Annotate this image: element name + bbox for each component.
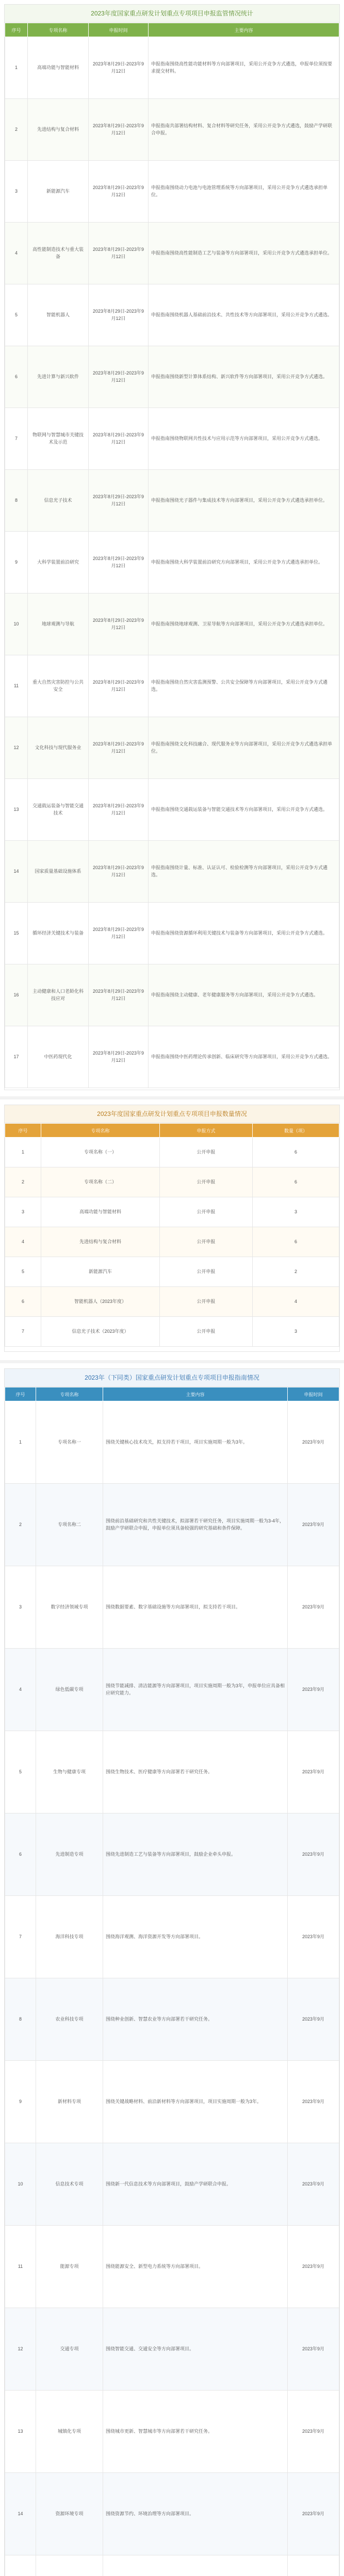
table-cell: 5 (5, 284, 28, 346)
table-cell: 数字经济领域专项 (36, 1566, 103, 1649)
table-cell: 2023年8月29日-2023年9月12日 (89, 284, 149, 346)
table-cell: 物联网与智慧城市关键技术及示范 (28, 408, 89, 470)
table-cell: 2023年8月29日-2023年9月12日 (89, 470, 149, 532)
table-row (5, 223, 339, 284)
table-cell: 先进结构与复合材料 (28, 99, 89, 161)
table-cell: 申报指南围绕资源循环利用关键技术与装备等方向部署项目，采用公开竞争方式遴选。 (149, 903, 339, 964)
table-cell (103, 2555, 288, 2576)
table-row (5, 1257, 339, 1287)
table-cell: 海洋科技专项 (36, 1896, 103, 1978)
table-header-row (5, 1124, 339, 1138)
table-cell: 2023年9月 (288, 2226, 339, 2308)
table-cell: 2023年8月29日-2023年9月12日 (89, 532, 149, 594)
table-cell: 公开申报 (160, 1227, 253, 1257)
table-cell: 4 (5, 223, 28, 284)
table-cell: 围绕数据要素、数字基础设施等方向部署项目，拟支持若干项目。 (103, 1566, 288, 1649)
table-cell: 2023年8月29日-2023年9月12日 (89, 37, 149, 99)
table-row (5, 408, 339, 470)
table-cell: 13 (5, 779, 28, 841)
table-row (5, 1227, 339, 1257)
table-cell: 6 (5, 346, 28, 408)
table-cell: 2023年8月29日-2023年9月12日 (89, 1026, 149, 1088)
table-row (5, 1167, 339, 1197)
table-cell: 6 (253, 1167, 339, 1197)
table-row (5, 1197, 339, 1227)
table-cell: 9 (5, 532, 28, 594)
table-cell: 绿色低碳专项 (36, 1649, 103, 1731)
table-cell: 交通载运装备与智能交通技术 (28, 779, 89, 841)
table-cell: 高端功能与智能材料 (28, 37, 89, 99)
table-cell: 5 (5, 1731, 36, 1814)
table-cell: 围绕关键战略材料、前沿新材料等方向部署项目，项目实施周期一般为3年。 (103, 2061, 288, 2143)
table-cell: 10 (5, 594, 28, 655)
table-cell: 申报指南围绕机器人基础前沿技术、共性技术等方向部署项目，采用公开竞争方式遴选。 (149, 284, 339, 346)
table-cell: 文化科技与现代服务业 (28, 717, 89, 779)
table-cell: 交通专项 (36, 2308, 103, 2391)
table-cell: 围绕能源安全、新型电力系统等方向部署项目。 (103, 2226, 288, 2308)
section-3-table (5, 1387, 339, 2576)
table-cell: 2 (5, 1167, 41, 1197)
table-row (5, 903, 339, 964)
table-cell (36, 2555, 103, 2576)
table-cell: 4 (5, 1227, 41, 1257)
table-cell: 14 (5, 2473, 36, 2555)
header-cell: 主要内容 (149, 23, 339, 37)
table-cell: 2023年9月 (288, 2061, 339, 2143)
table-cell: 2023年8月29日-2023年9月12日 (89, 223, 149, 284)
table-row (5, 655, 339, 717)
table-cell: 2023年8月29日-2023年9月12日 (89, 964, 149, 1026)
table-row (5, 779, 339, 841)
divider (0, 1360, 344, 1363)
table-cell: 2023年8月29日-2023年9月12日 (89, 594, 149, 655)
table-cell: 大科学装置前沿研究 (28, 532, 89, 594)
table-row (5, 1731, 339, 1814)
table-row (5, 1566, 339, 1649)
table-cell: 地球观测与导航 (28, 594, 89, 655)
table-row (5, 2061, 339, 2143)
table-cell: 10 (5, 2143, 36, 2226)
table-cell: 2023年8月29日-2023年9月12日 (89, 841, 149, 903)
header-cell: 申报方式 (160, 1124, 253, 1138)
table-cell: 1 (5, 1138, 41, 1167)
table-cell: 围绕城市更新、智慧城市等方向部署若干研究任务。 (103, 2391, 288, 2473)
table-cell: 2023年9月 (288, 1484, 339, 1566)
table-cell: 2 (5, 99, 28, 161)
section-2 (4, 1105, 340, 1352)
table-cell: 2023年8月29日-2023年9月12日 (89, 903, 149, 964)
table-cell: 公开申报 (160, 1197, 253, 1227)
table-row (5, 161, 339, 223)
table-cell: 13 (5, 2391, 36, 2473)
table-cell: 先进计算与新兴软件 (28, 346, 89, 408)
table-cell: 3 (253, 1317, 339, 1347)
table-cell: 14 (5, 841, 28, 903)
table-cell: 能源专项 (36, 2226, 103, 2308)
table-row (5, 1814, 339, 1896)
table-row (5, 1649, 339, 1731)
table-cell: 围绕资源节约、环境治理等方向部署项目。 (103, 2473, 288, 2555)
table-row (5, 2555, 339, 2576)
table-cell: 2023年9月 (288, 1401, 339, 1484)
table-cell: 2023年8月29日-2023年9月12日 (89, 717, 149, 779)
table-cell: 2 (5, 1484, 36, 1566)
table-cell: 7 (5, 408, 28, 470)
table-cell: 专项名称一 (36, 1401, 103, 1484)
table-row (5, 1896, 339, 1978)
table-row (5, 1401, 339, 1484)
table-cell: 16 (5, 964, 28, 1026)
table-row (5, 2226, 339, 2308)
table-cell: 11 (5, 655, 28, 717)
table-cell: 申报指南围绕高性能制造工艺与装备等方向部署项目，采用公开竞争方式遴选承担单位。 (149, 223, 339, 284)
table-cell: 先进制造专项 (36, 1814, 103, 1896)
header-cell: 序号 (5, 1387, 36, 1401)
table-cell: 6 (5, 1814, 36, 1896)
header-cell: 序号 (5, 23, 28, 37)
table-cell: 高端功能与智能材料 (41, 1197, 160, 1227)
table-cell: 5 (5, 1257, 41, 1287)
section-1 (4, 4, 340, 1090)
table-row (5, 2391, 339, 2473)
table-cell: 新材料专项 (36, 2061, 103, 2143)
table-cell: 新能源汽车 (41, 1257, 160, 1287)
table-cell: 6 (253, 1138, 339, 1167)
table-cell: 12 (5, 717, 28, 779)
table-cell: 围绕前沿基础研究和共性关键技术，拟部署若干研究任务，项目实施周期一般为3-4年，鼓励产学研联合申报，申报单位须具备较强的研究基础和条件保障。 (103, 1484, 288, 1566)
table-cell: 专项名称（二） (41, 1167, 160, 1197)
table-row (5, 1317, 339, 1347)
table-cell: 7 (5, 1896, 36, 1978)
table-cell: 围绕海洋观测、海洋资源开发等方向部署项目。 (103, 1896, 288, 1978)
table-cell: 申报指南围绕自然灾害监测预警、公共安全保障等方向部署项目，采用公开竞争方式遴选。 (149, 655, 339, 717)
table-cell: 公开申报 (160, 1167, 253, 1197)
table-cell: 重大自然灾害防控与公共安全 (28, 655, 89, 717)
table-cell: 循环经济关键技术与装备 (28, 903, 89, 964)
header-cell: 专项名称 (36, 1387, 103, 1401)
table-cell: 信息光子技术（2023年度） (41, 1317, 160, 1347)
table-cell: 2023年9月 (288, 1978, 339, 2061)
table-cell: 申报指南围绕主动健康、老年健康服务等方向部署项目，采用公开竞争方式遴选。 (149, 964, 339, 1026)
table-row (5, 532, 339, 594)
table-cell: 城镇化专项 (36, 2391, 103, 2473)
table-cell: 2023年9月 (288, 1566, 339, 1649)
table-cell: 7 (5, 1317, 41, 1347)
table-cell: 2023年8月29日-2023年9月12日 (89, 408, 149, 470)
table-cell: 2023年9月 (288, 1814, 339, 1896)
table-cell: 2023年8月29日-2023年9月12日 (89, 161, 149, 223)
table-row (5, 1287, 339, 1317)
table-cell: 6 (5, 1287, 41, 1317)
table-cell: 申报指南围绕中医药理论传承创新、临床研究等方向部署项目，采用公开竞争方式遴选。 (149, 1026, 339, 1088)
table-cell: 1 (5, 1401, 36, 1484)
table-row (5, 37, 339, 99)
table-cell: 3 (5, 1197, 41, 1227)
table-cell: 信息技术专项 (36, 2143, 103, 2226)
table-cell: 中医药现代化 (28, 1026, 89, 1088)
header-cell: 专项名称 (28, 23, 89, 37)
table-cell: 智能机器人（2023年度） (41, 1287, 160, 1317)
table-cell: 申报指南围绕动力电池与电池管理系统等方向部署项目，采用公开竞争方式遴选承担单位。 (149, 161, 339, 223)
table-row (5, 99, 339, 161)
table-cell: 申报指南围绕新型计算体系结构、新兴软件等方向部署项目，采用公开竞争方式遴选。 (149, 346, 339, 408)
table-cell (5, 2555, 36, 2576)
table-cell: 申报指南围绕物联网共性技术与应用示范等方向部署项目，采用公开竞争方式遴选。 (149, 408, 339, 470)
table-cell: 申报指南围绕高性能功能材料等方向部署项目，采用公开竞争方式遴选，申报单位须按要求提交材料。 (149, 37, 339, 99)
table-row (5, 470, 339, 532)
divider (0, 1096, 344, 1099)
table-row (5, 841, 339, 903)
section-2-table (5, 1123, 339, 1347)
table-header-row (5, 23, 339, 37)
table-row (5, 2473, 339, 2555)
table-cell: 8 (5, 470, 28, 532)
table-cell: 公开申报 (160, 1257, 253, 1287)
table-cell: 2023年8月29日-2023年9月12日 (89, 346, 149, 408)
table-cell: 申报指南围绕大科学装置前沿研究方向部署项目，采用公开竞争方式遴选承担单位。 (149, 532, 339, 594)
table-cell: 17 (5, 1026, 28, 1088)
table-cell: 专项名称（一） (41, 1138, 160, 1167)
table-cell: 申报指南围绕文化科技融合、现代服务业等方向部署项目，采用公开竞争方式遴选承担单位。 (149, 717, 339, 779)
table-cell: 申报指南围绕地球观测、卫星导航等方向部署项目，采用公开竞争方式遴选承担单位。 (149, 594, 339, 655)
table-cell: 围绕智能交通、交通安全等方向部署项目。 (103, 2308, 288, 2391)
table-cell: 2023年9月 (288, 2473, 339, 2555)
header-cell: 申报时间 (288, 1387, 339, 1401)
section-3-title: 2023年（下同类）国家重点研发计划重点专项项目申报指南情况 (5, 1369, 339, 1387)
table-cell: 申报指南围绕计量、标准、认证认可、检验检测等方向部署项目，采用公开竞争方式遴选。 (149, 841, 339, 903)
table-cell: 3 (253, 1197, 339, 1227)
table-row (5, 717, 339, 779)
table-cell: 2023年8月29日-2023年9月12日 (89, 779, 149, 841)
table-row (5, 2143, 339, 2226)
table-cell: 2023年9月 (288, 2308, 339, 2391)
table-cell: 11 (5, 2226, 36, 2308)
table-cell: 智能机器人 (28, 284, 89, 346)
header-cell: 申报时间 (89, 23, 149, 37)
table-cell: 围绕新一代信息技术等方向部署项目，鼓励产学研联合申报。 (103, 2143, 288, 2226)
table-cell: 高性能制造技术与重大装备 (28, 223, 89, 284)
section-3 (4, 1368, 340, 2576)
table-cell: 围绕节能减排、清洁能源等方向部署项目，项目实施周期一般为3年，申报单位应具备相应研究能力。 (103, 1649, 288, 1731)
table-cell: 公开申报 (160, 1287, 253, 1317)
table-cell: 2023年9月 (288, 2391, 339, 2473)
table-cell: 2 (253, 1257, 339, 1287)
table-cell: 2023年8月29日-2023年9月12日 (89, 655, 149, 717)
header-cell: 专项名称 (41, 1124, 160, 1138)
table-cell: 6 (253, 1227, 339, 1257)
table-cell: 公开申报 (160, 1317, 253, 1347)
table-cell: 信息光子技术 (28, 470, 89, 532)
section-1-table (5, 23, 339, 1088)
table-cell: 2023年9月 (288, 1731, 339, 1814)
table-cell: 申报指南围绕光子器件与集成技术等方向部署项目，采用公开竞争方式遴选承担单位。 (149, 470, 339, 532)
table-cell: 生物与健康专项 (36, 1731, 103, 1814)
table-cell: 8 (5, 1978, 36, 2061)
table-cell: 先进结构与复合材料 (41, 1227, 160, 1257)
table-cell: 3 (5, 1566, 36, 1649)
table-row (5, 284, 339, 346)
table-cell: 2023年9月 (288, 2143, 339, 2226)
table-cell: 专项名称二 (36, 1484, 103, 1566)
table-cell: 主动健康和人口老龄化科技应对 (28, 964, 89, 1026)
table-cell: 围绕种业创新、智慧农业等方向部署若干研究任务。 (103, 1978, 288, 2061)
table-cell: 12 (5, 2308, 36, 2391)
table-cell: 9 (5, 2061, 36, 2143)
table-cell: 公开申报 (160, 1138, 253, 1167)
table-row (5, 1138, 339, 1167)
section-1-title: 2023年度国家重点研发计划重点专项项目申报监管情况统计 (5, 5, 339, 23)
section-2-title: 2023年度国家重点研发计划重点专项项目申报数量情况 (5, 1105, 339, 1123)
table-cell: 申报指南共部署结构材料、复合材料等研究任务，采用公开竞争方式遴选，鼓励产学研联合申报。 (149, 99, 339, 161)
table-cell: 2023年9月 (288, 1896, 339, 1978)
table-row (5, 1978, 339, 2061)
table-cell: 农业科技专项 (36, 1978, 103, 2061)
table-cell (288, 2555, 339, 2576)
table-cell: 2023年8月29日-2023年9月12日 (89, 99, 149, 161)
table-cell: 3 (5, 161, 28, 223)
table-cell: 资源环境专项 (36, 2473, 103, 2555)
table-cell: 申报指南围绕交通载运装备与智能交通技术等方向部署项目，采用公开竞争方式遴选。 (149, 779, 339, 841)
header-cell: 主要内容 (103, 1387, 288, 1401)
table-row (5, 1484, 339, 1566)
table-cell: 15 (5, 903, 28, 964)
header-cell: 数量（项） (253, 1124, 339, 1138)
table-cell: 2023年9月 (288, 1649, 339, 1731)
table-row (5, 1026, 339, 1088)
header-cell: 序号 (5, 1124, 41, 1138)
table-cell: 1 (5, 37, 28, 99)
table-cell: 围绕先进制造工艺与装备等方向部署项目，鼓励企业牵头申报。 (103, 1814, 288, 1896)
table-cell: 国家质量基础设施体系 (28, 841, 89, 903)
table-cell: 围绕关键核心技术攻关，拟支持若干项目，项目实施周期一般为3年。 (103, 1401, 288, 1484)
table-cell: 4 (253, 1287, 339, 1317)
table-cell: 新能源汽车 (28, 161, 89, 223)
table-row (5, 964, 339, 1026)
table-header-row (5, 1387, 339, 1401)
table-cell: 4 (5, 1649, 36, 1731)
table-row (5, 346, 339, 408)
table-row (5, 2308, 339, 2391)
table-row (5, 594, 339, 655)
table-cell: 围绕生物技术、医疗健康等方向部署若干研究任务。 (103, 1731, 288, 1814)
